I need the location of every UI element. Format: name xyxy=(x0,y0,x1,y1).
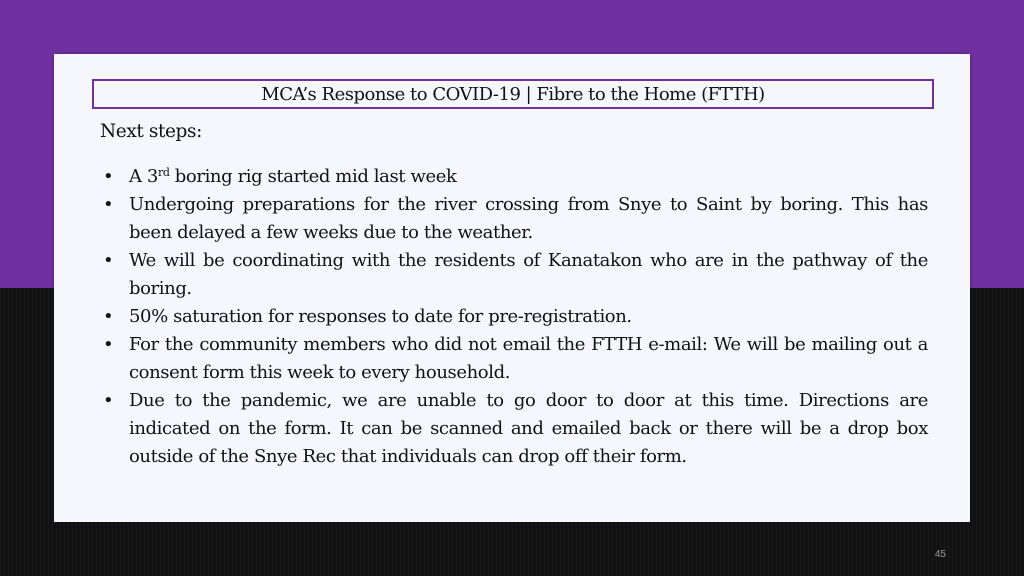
bullet-item xyxy=(100,303,928,331)
next-steps-heading: Next steps: xyxy=(100,121,202,142)
bullet-text-suffix: boring rig started mid last week xyxy=(169,166,457,187)
bullet-text: We will be coordinating with the residents of Kanatakon who are in the pathway of the boring. xyxy=(129,250,928,299)
bullet-dot: • xyxy=(103,306,114,327)
bullet-item xyxy=(100,387,928,471)
page-number: 45 xyxy=(934,549,946,560)
slide-title: MCA’s Response to COVID-19 | Fibre to the Home (FTTH) xyxy=(261,83,765,105)
bullet-dot: • xyxy=(103,166,114,187)
bullet-text: Undergoing preparations for the river crossing from Snye to Saint by boring. This has been delayed a few weeks due to the weather. xyxy=(129,194,928,243)
slide-title-box xyxy=(92,79,934,109)
bullet-dot: • xyxy=(103,250,114,271)
bullet-text: 50% saturation for responses to date for pre-registration. xyxy=(129,306,632,327)
bullet-dot: • xyxy=(103,194,114,215)
bullet-item xyxy=(100,247,928,303)
slide-content-card xyxy=(54,54,970,522)
bullet-list xyxy=(100,163,928,471)
bullet-text: For the community members who did not email the FTTH e-mail: We will be mailing out a consent form this week to every household. xyxy=(129,334,928,383)
bullet-text: Due to the pandemic, we are unable to go door to door at this time. Directions are indicated on the form. It can be scanned and emailed back or there will be a drop box outside of the Snye Rec that individuals can drop off their form. xyxy=(129,390,928,467)
bullet-text-superscript: rd xyxy=(157,166,170,179)
bullet-item xyxy=(100,191,928,247)
bullet-dot: • xyxy=(103,390,114,411)
bullet-text-prefix: A 3 xyxy=(129,166,158,187)
bullet-item xyxy=(100,331,928,387)
bullet-item xyxy=(100,163,928,191)
bullet-dot: • xyxy=(103,334,114,355)
